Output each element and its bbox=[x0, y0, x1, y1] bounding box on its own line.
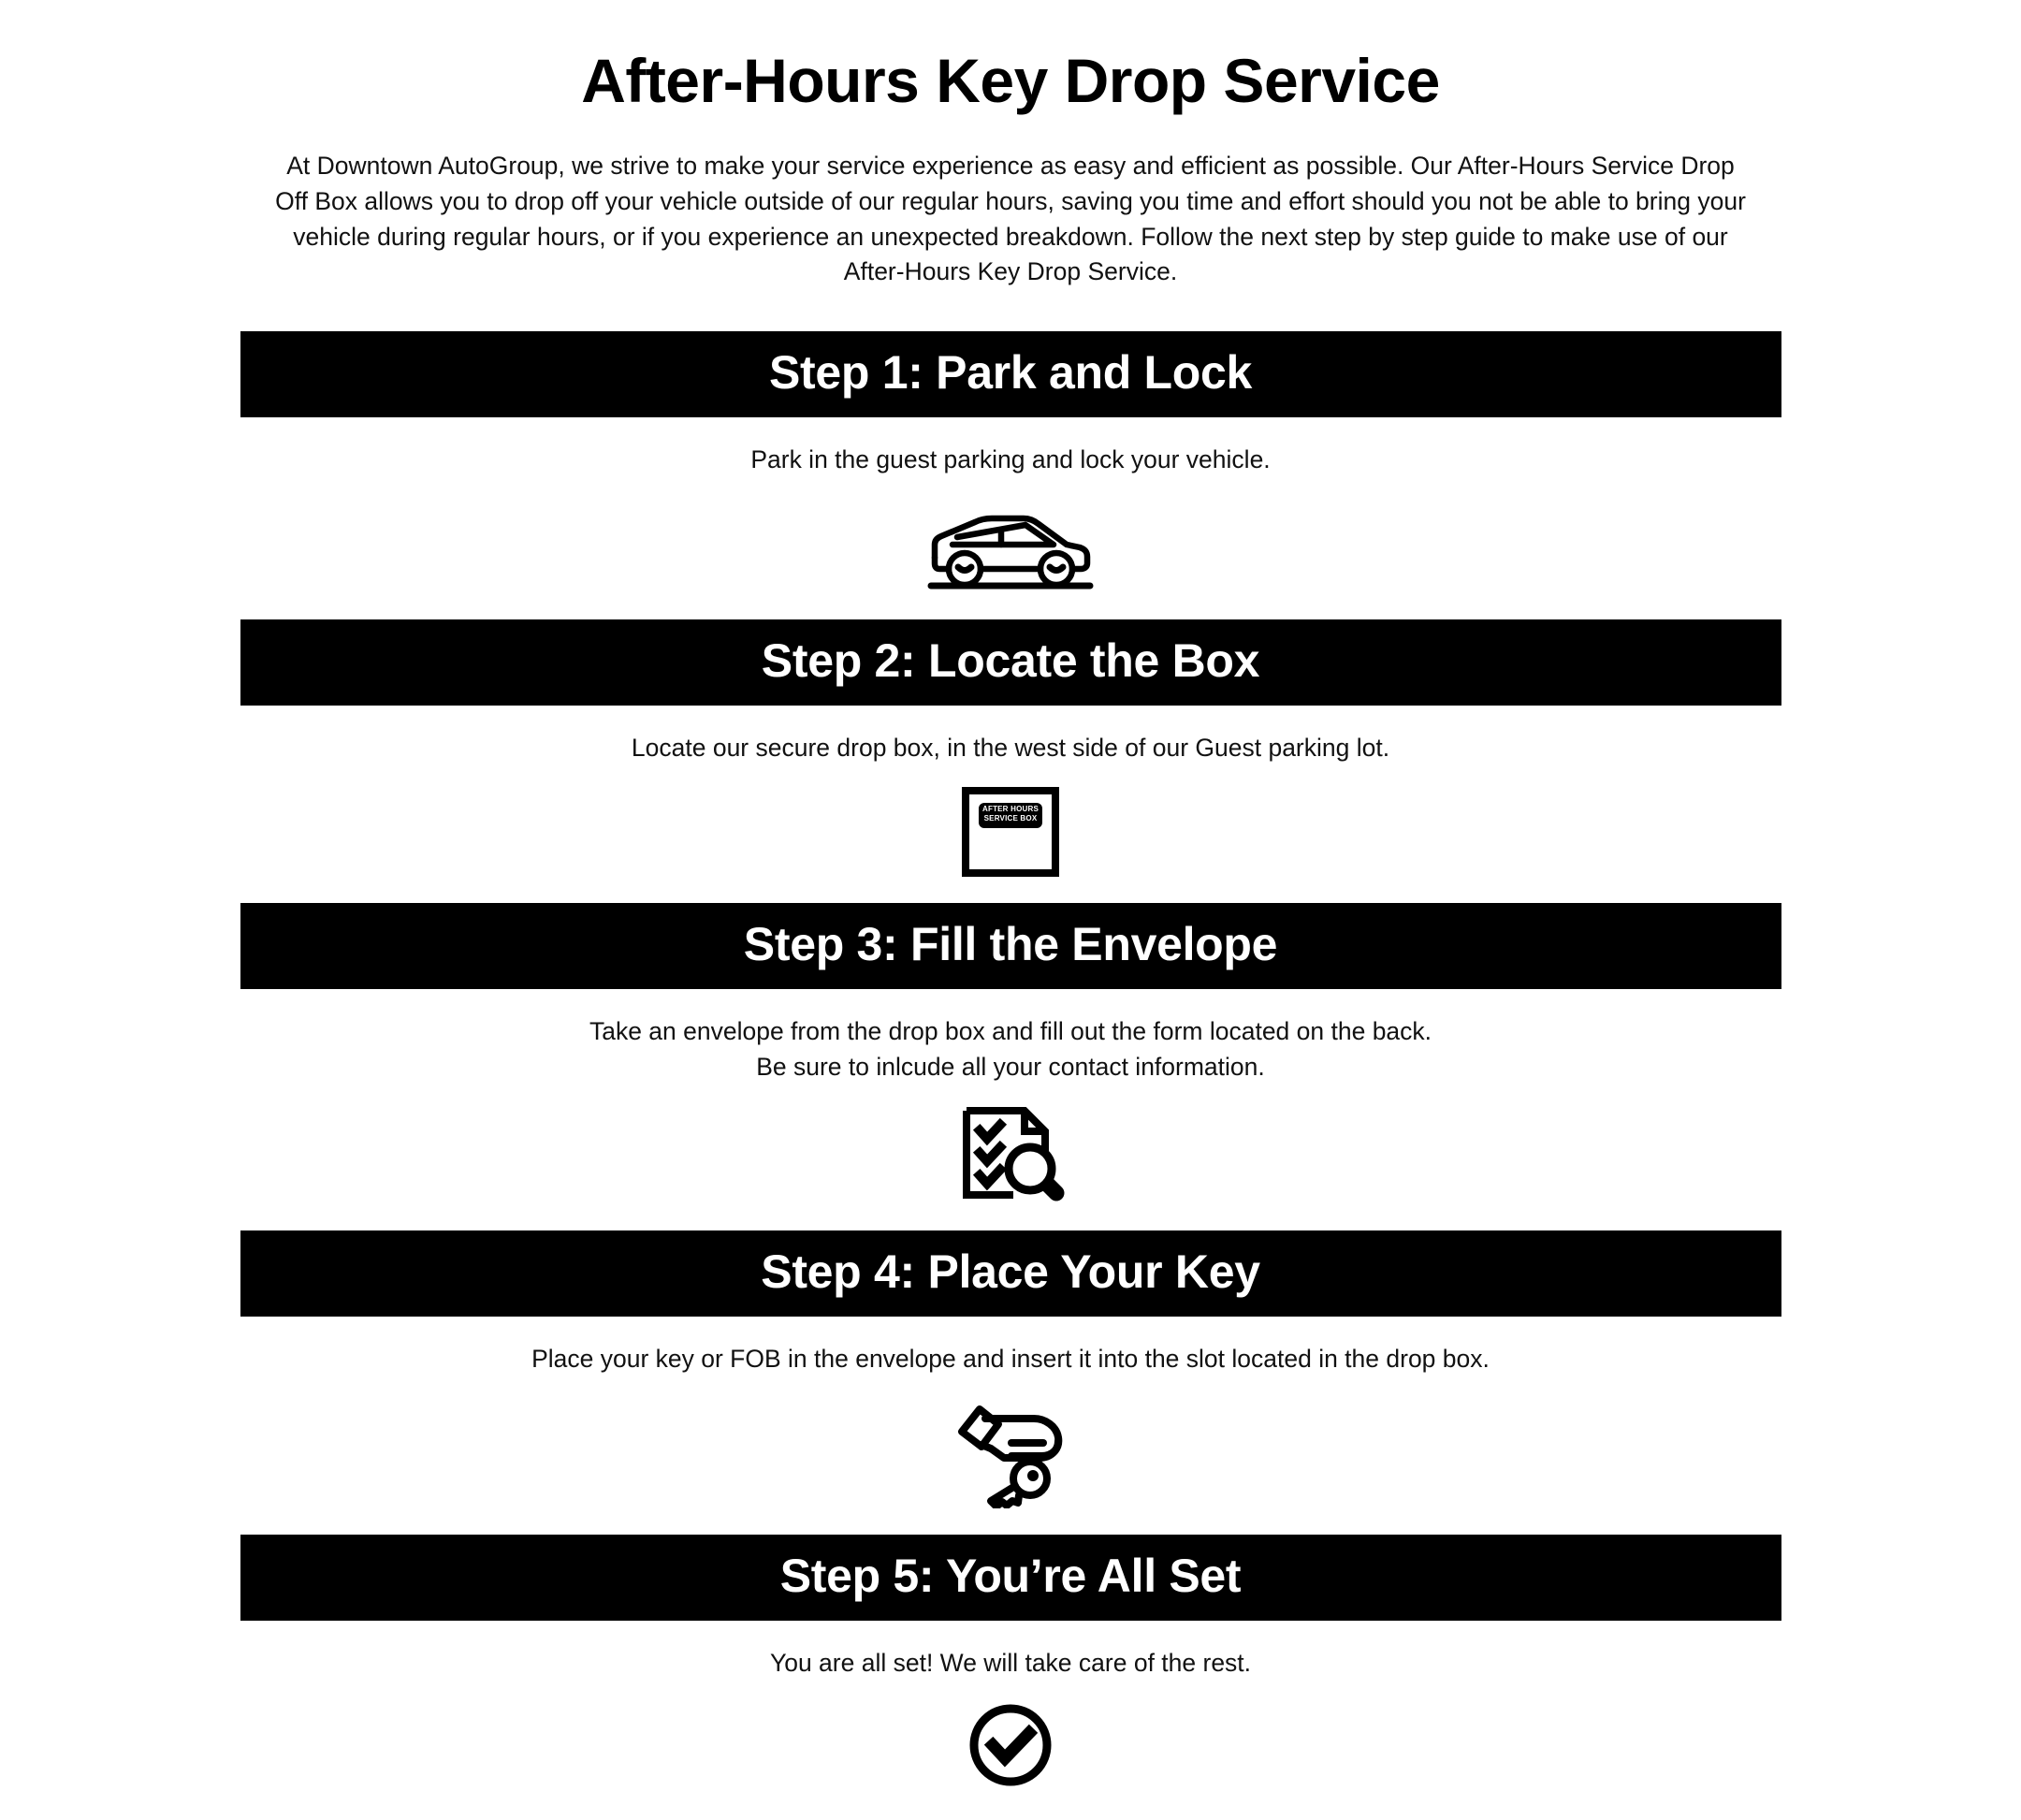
steps-list bbox=[0, 331, 2021, 1790]
step-1-banner-label: Step 1: Park and Lock bbox=[768, 345, 1253, 399]
step-3-description-line2: Be sure to inlcude all your contact information. bbox=[756, 1053, 1265, 1082]
step-5-description bbox=[0, 1645, 2021, 1681]
step-4 bbox=[0, 1230, 2021, 1507]
hand-key-icon bbox=[953, 1398, 1068, 1508]
step-1-description bbox=[0, 442, 2021, 477]
step-2-banner bbox=[240, 619, 1781, 706]
step-4-description-line1: Place your key or FOB in the envelope and insert it into the slot located in the drop box. bbox=[531, 1345, 1490, 1374]
step-4-description bbox=[0, 1341, 2021, 1376]
step-2 bbox=[0, 619, 2021, 876]
drop-box-label-line1: AFTER HOURS bbox=[982, 804, 1039, 813]
step-3-description bbox=[0, 1013, 2021, 1085]
step-3 bbox=[0, 903, 2021, 1203]
step-4-banner-label: Step 4: Place Your Key bbox=[761, 1245, 1260, 1299]
step-5-banner bbox=[240, 1535, 1781, 1621]
step-3-description-line1: Take an envelope from the drop box and fill out the form located on the back. bbox=[589, 1016, 1432, 1045]
step-3-banner-label: Step 3: Fill the Envelope bbox=[743, 917, 1278, 970]
drop-box-icon-label bbox=[979, 805, 1042, 823]
check-circle-icon bbox=[967, 1701, 1054, 1789]
step-4-banner bbox=[240, 1230, 1781, 1317]
step-5-banner-label: Step 5: You’re All Set bbox=[779, 1549, 1242, 1602]
step-1-icon-wrap bbox=[0, 498, 2021, 591]
step-3-banner bbox=[240, 903, 1781, 989]
step-2-description bbox=[0, 730, 2021, 765]
step-2-icon-wrap bbox=[0, 787, 2021, 877]
step-1-banner bbox=[240, 331, 1781, 417]
step-4-icon-wrap bbox=[0, 1398, 2021, 1508]
step-2-description-line1: Locate our secure drop box, in the west side of our Guest parking lot. bbox=[631, 734, 1390, 763]
page-title: After-Hours Key Drop Service bbox=[581, 46, 1440, 115]
intro-paragraph: At Downtown AutoGroup, we strive to make your service experience as easy and efficient as possible. Our After-Hours Service Drop Off Box allows you to drop off your vehicle outside of our regular hours, saving you time and effort should you not be able to bring your vehicle during regular hours, or if you experience an unexpected breakdown. Follow the next step by step guide to make use of our After-Hours Key Drop Service. bbox=[275, 152, 1746, 286]
drop-box-label-line2: SERVICE BOX bbox=[983, 813, 1038, 823]
step-5-icon-wrap bbox=[0, 1701, 2021, 1789]
step-5 bbox=[0, 1535, 2021, 1789]
step-5-description-line1: You are all set! We will take care of the rest. bbox=[769, 1648, 1252, 1677]
car-side-icon bbox=[926, 498, 1095, 591]
drop-box-icon bbox=[962, 787, 1059, 877]
checklist-magnifier-icon bbox=[955, 1105, 1066, 1202]
step-1-description-line1: Park in the guest parking and lock your vehicle. bbox=[750, 444, 1271, 473]
step-3-icon-wrap bbox=[0, 1105, 2021, 1202]
step-1 bbox=[0, 331, 2021, 591]
step-2-banner-label: Step 2: Locate the Box bbox=[761, 634, 1260, 688]
